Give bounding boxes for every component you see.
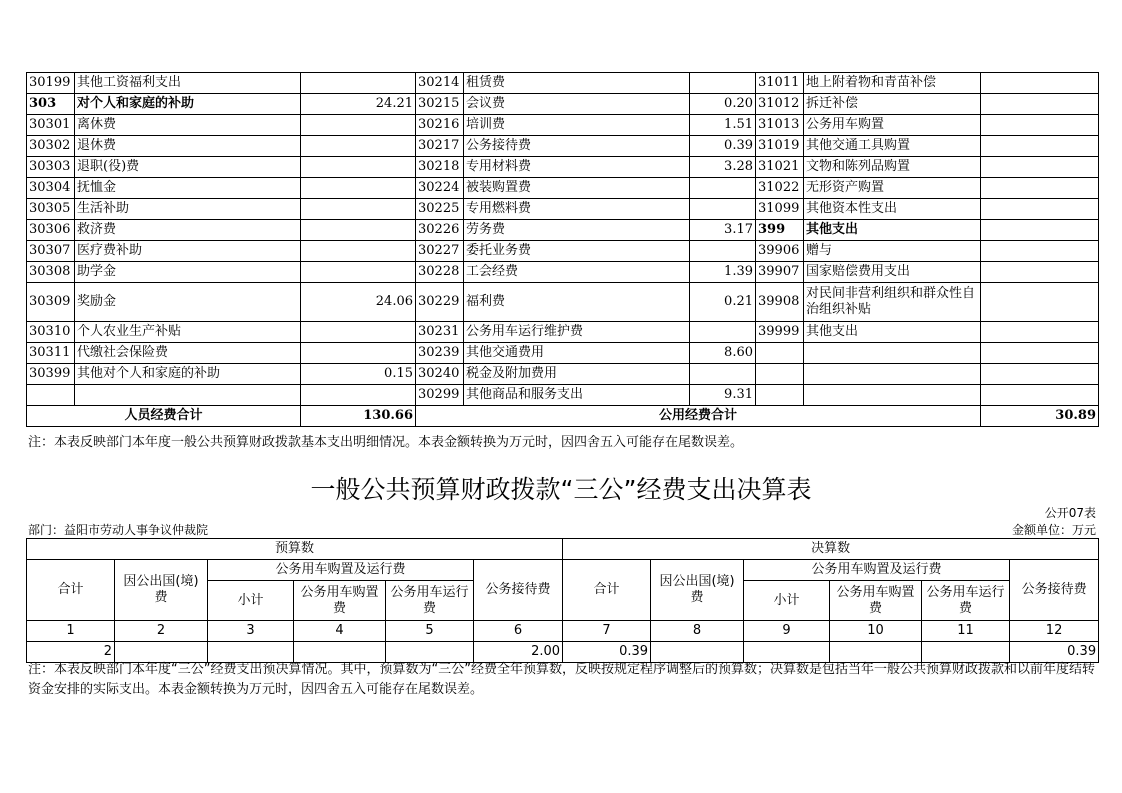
cell-code: 30399: [27, 364, 75, 385]
cell-code: [27, 385, 75, 406]
budget-total-header: 合计: [27, 560, 115, 621]
table-row: [27, 199, 1099, 220]
cell-amount: [690, 322, 756, 343]
column-number: 6: [474, 621, 563, 642]
cell-amount: [981, 241, 1099, 262]
final-vehicle-operation-header: 公务用车运行费: [922, 581, 1010, 621]
cell-code: 30218: [416, 157, 464, 178]
cell-code: 30231: [416, 322, 464, 343]
cell-code: 30311: [27, 343, 75, 364]
table-code: 公开07表: [1044, 506, 1096, 520]
table1-note: 注：本表反映部门本年度一般公共预算财政拨款基本支出明细情况。本表金额转换为万元时，因四舍五入可能存在尾数误差。: [28, 435, 744, 450]
cell-code: 30229: [416, 283, 464, 322]
final-header: 决算数: [563, 539, 1099, 560]
cell-amount: 1.39: [690, 262, 756, 283]
column-number: 5: [386, 621, 474, 642]
cell-amount: [301, 220, 416, 241]
cell-name: 其他工资福利支出: [75, 73, 301, 94]
column-number: 1: [27, 621, 115, 642]
basic-expenditure-table: [26, 72, 1099, 427]
cell-code: 31012: [756, 94, 804, 115]
cell-name: 税金及附加费用: [464, 364, 690, 385]
cell-name: 福利费: [464, 283, 690, 322]
cell-amount: [301, 322, 416, 343]
cell-code: 30227: [416, 241, 464, 262]
budget-reception-header: 公务接待费: [474, 560, 563, 621]
cell-code: 31011: [756, 73, 804, 94]
cell-code: 30306: [27, 220, 75, 241]
cell-name: 对个人和家庭的补助: [75, 94, 301, 115]
column-number: 2: [115, 621, 208, 642]
cell-amount: [301, 343, 416, 364]
cell-name: 助学金: [75, 262, 301, 283]
cell-code: 30214: [416, 73, 464, 94]
column-number: 12: [1010, 621, 1099, 642]
cell-name: 奖励金: [75, 283, 301, 322]
cell-amount: [981, 178, 1099, 199]
cell-name: 赠与: [804, 241, 981, 262]
cell-name: 个人农业生产补贴: [75, 322, 301, 343]
budget-abroad-header: 因公出国(境)费: [115, 560, 208, 621]
unit-label: 金额单位：万元: [1011, 523, 1096, 537]
cell-name: 退职(役)费: [75, 157, 301, 178]
cell-name: 委托业务费: [464, 241, 690, 262]
cell-amount: [301, 178, 416, 199]
column-number: 4: [294, 621, 386, 642]
value-cell: 2: [27, 642, 115, 663]
cell-amount: [981, 94, 1099, 115]
cell-code: 30302: [27, 136, 75, 157]
cell-amount: [981, 136, 1099, 157]
column-number: 9: [744, 621, 830, 642]
cell-amount: 3.28: [690, 157, 756, 178]
cell-code: 31013: [756, 115, 804, 136]
cell-amount: 24.21: [301, 94, 416, 115]
value-cell: 0.39: [1010, 642, 1099, 663]
cell-code: 31021: [756, 157, 804, 178]
cell-amount: 0.20: [690, 94, 756, 115]
table-row: [27, 322, 1099, 343]
cell-amount: 0.39: [690, 136, 756, 157]
cell-name: 公务用车购置: [804, 115, 981, 136]
cell-code: 30215: [416, 94, 464, 115]
cell-amount: [981, 157, 1099, 178]
cell-code: 39906: [756, 241, 804, 262]
page-title: 一般公共预算财政拨款“三公”经费支出决算表: [310, 475, 812, 504]
cell-amount: [690, 199, 756, 220]
cell-name: [75, 385, 301, 406]
column-number: 3: [208, 621, 294, 642]
budget-header: 预算数: [27, 539, 563, 560]
public-total-value: 30.89: [981, 406, 1099, 427]
cell-amount: [301, 136, 416, 157]
cell-name: [804, 343, 981, 364]
cell-name: 劳务费: [464, 220, 690, 241]
totals-row: [27, 406, 1099, 427]
cell-code: 399: [756, 220, 804, 241]
cell-amount: 0.15: [301, 364, 416, 385]
cell-name: 会议费: [464, 94, 690, 115]
cell-code: 30304: [27, 178, 75, 199]
cell-name: 抚恤金: [75, 178, 301, 199]
cell-amount: [301, 157, 416, 178]
cell-code: 30307: [27, 241, 75, 262]
table-row: [27, 115, 1099, 136]
cell-amount: [981, 385, 1099, 406]
cell-amount: 8.60: [690, 343, 756, 364]
public-total-label: 公用经费合计: [416, 406, 981, 427]
cell-name: 生活补助: [75, 199, 301, 220]
cell-code: 30299: [416, 385, 464, 406]
value-cell: 2.00: [474, 642, 563, 663]
cell-code: 30303: [27, 157, 75, 178]
cell-amount: 9.31: [690, 385, 756, 406]
cell-amount: [301, 199, 416, 220]
budget-vehicle-purchase-header: 公务用车购置费: [294, 581, 386, 621]
table-row: [27, 94, 1099, 115]
cell-amount: [301, 262, 416, 283]
final-reception-header: 公务接待费: [1010, 560, 1099, 621]
cell-code: 39907: [756, 262, 804, 283]
final-vehicle-purchase-header: 公务用车购置费: [830, 581, 922, 621]
final-total-header: 合计: [563, 560, 651, 621]
cell-code: 30240: [416, 364, 464, 385]
cell-code: 39908: [756, 283, 804, 322]
cell-amount: [690, 364, 756, 385]
cell-name: 租赁费: [464, 73, 690, 94]
cell-name: 其他对个人和家庭的补助: [75, 364, 301, 385]
table-row: [27, 220, 1099, 241]
cell-code: 30226: [416, 220, 464, 241]
cell-name: [804, 385, 981, 406]
table-row: [27, 136, 1099, 157]
cell-name: 公务接待费: [464, 136, 690, 157]
column-number-row: [27, 621, 1099, 642]
cell-name: 其他交通工具购置: [804, 136, 981, 157]
cell-amount: [981, 364, 1099, 385]
cell-name: 拆迁补偿: [804, 94, 981, 115]
cell-code: 30228: [416, 262, 464, 283]
cell-name: 无形资产购置: [804, 178, 981, 199]
cell-name: 国家赔偿费用支出: [804, 262, 981, 283]
department-label: 部门：益阳市劳动人事争议仲裁院: [28, 523, 209, 537]
final-vehicle-group-header: 公务用车购置及运行费: [744, 560, 1010, 581]
cell-amount: [690, 241, 756, 262]
cell-name: 离休费: [75, 115, 301, 136]
cell-code: [756, 343, 804, 364]
cell-name: 对民间非营利组织和群众性自治组织补贴: [804, 283, 981, 322]
cell-code: 30216: [416, 115, 464, 136]
value-cell: 0.39: [563, 642, 651, 663]
cell-code: 303: [27, 94, 75, 115]
column-number: 11: [922, 621, 1010, 642]
cell-name: 医疗费补助: [75, 241, 301, 262]
cell-amount: [690, 178, 756, 199]
cell-name: 其他交通费用: [464, 343, 690, 364]
table2-note: 注：本表反映部门本年度“三公”经费支出预决算情况。其中，预算数为“三公”经费全年预算数，反映按规定程序调整后的预算数；决算数是包括当年一般公共预算财政拨款和以前年度结转资金安排的实际支出。本表金额转换为万元时，因四舍五入可能存在尾数误差。: [28, 662, 1095, 697]
cell-name: 地上附着物和青苗补偿: [804, 73, 981, 94]
cell-amount: 1.51: [690, 115, 756, 136]
personnel-total-label: 人员经费合计: [27, 406, 301, 427]
table-row: [27, 241, 1099, 262]
cell-name: 代缴社会保险费: [75, 343, 301, 364]
budget-vehicle-group-header: 公务用车购置及运行费: [208, 560, 474, 581]
cell-code: 30308: [27, 262, 75, 283]
table-row: [27, 178, 1099, 199]
cell-code: 31019: [756, 136, 804, 157]
table-row: [27, 343, 1099, 364]
cell-code: 31022: [756, 178, 804, 199]
cell-code: 30305: [27, 199, 75, 220]
cell-name: 被装购置费: [464, 178, 690, 199]
personnel-total-value: 130.66: [301, 406, 416, 427]
budget-subtotal-header: 小计: [208, 581, 294, 621]
cell-code: 30224: [416, 178, 464, 199]
cell-name: 专用燃料费: [464, 199, 690, 220]
cell-amount: [981, 115, 1099, 136]
cell-amount: 3.17: [690, 220, 756, 241]
cell-name: 工会经费: [464, 262, 690, 283]
cell-amount: [981, 343, 1099, 364]
cell-amount: [981, 199, 1099, 220]
cell-code: 30309: [27, 283, 75, 322]
final-subtotal-header: 小计: [744, 581, 830, 621]
cell-amount: 0.21: [690, 283, 756, 322]
cell-amount: [981, 73, 1099, 94]
cell-code: 30310: [27, 322, 75, 343]
cell-amount: [981, 262, 1099, 283]
cell-name: 救济费: [75, 220, 301, 241]
cell-name: 其他资本性支出: [804, 199, 981, 220]
final-abroad-header: 因公出国(境)费: [651, 560, 744, 621]
cell-amount: [981, 283, 1099, 322]
cell-code: [756, 385, 804, 406]
cell-amount: [301, 241, 416, 262]
table-row: [27, 283, 1099, 322]
cell-amount: [981, 322, 1099, 343]
table-row: [27, 157, 1099, 178]
table-row: [27, 364, 1099, 385]
cell-code: 39999: [756, 322, 804, 343]
cell-code: 30217: [416, 136, 464, 157]
table-row: [27, 385, 1099, 406]
cell-amount: [981, 220, 1099, 241]
cell-code: [756, 364, 804, 385]
cell-name: 其他支出: [804, 220, 981, 241]
cell-name: [804, 364, 981, 385]
cell-name: 其他支出: [804, 322, 981, 343]
column-number: 8: [651, 621, 744, 642]
cell-amount: [301, 73, 416, 94]
cell-name: 文物和陈列品购置: [804, 157, 981, 178]
table-row: [27, 73, 1099, 94]
cell-name: 培训费: [464, 115, 690, 136]
cell-code: 31099: [756, 199, 804, 220]
cell-name: 专用材料费: [464, 157, 690, 178]
cell-amount: [301, 385, 416, 406]
cell-name: 公务用车运行维护费: [464, 322, 690, 343]
column-number: 7: [563, 621, 651, 642]
cell-amount: [301, 115, 416, 136]
cell-amount: [690, 73, 756, 94]
table-row: [27, 262, 1099, 283]
cell-name: 其他商品和服务支出: [464, 385, 690, 406]
cell-code: 30225: [416, 199, 464, 220]
column-number: 10: [830, 621, 922, 642]
cell-code: 30239: [416, 343, 464, 364]
cell-code: 30199: [27, 73, 75, 94]
budget-vehicle-operation-header: 公务用车运行费: [386, 581, 474, 621]
cell-code: 30301: [27, 115, 75, 136]
cell-name: 退休费: [75, 136, 301, 157]
three-public-expense-table: [26, 538, 1099, 663]
cell-amount: 24.06: [301, 283, 416, 322]
